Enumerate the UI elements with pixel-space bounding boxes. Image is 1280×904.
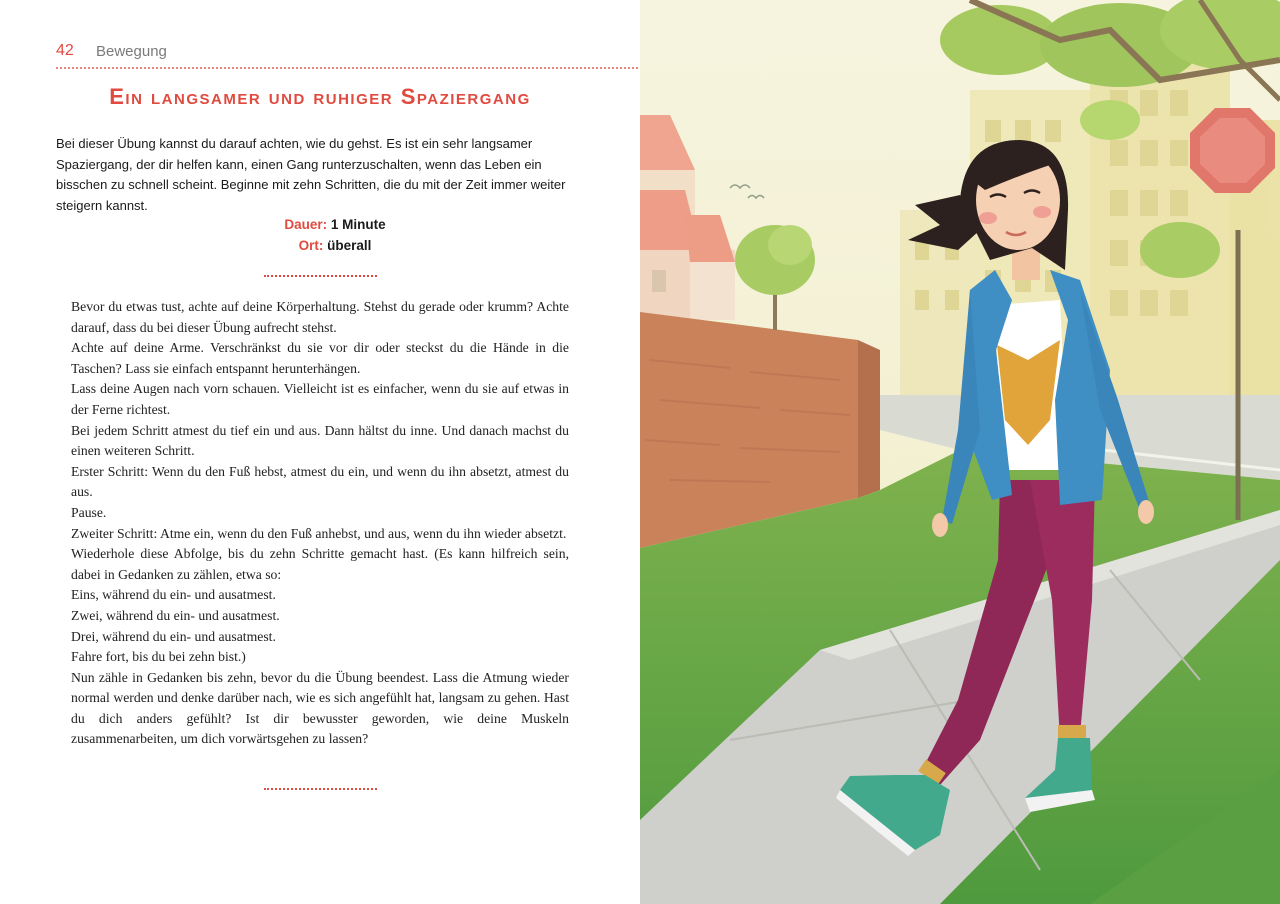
duration-value: 1 Minute [330,217,386,232]
instruction-paragraph: Lass deine Augen nach vorn schauen. Vielleicht ist es einfacher, wenn du sie auf etwas in der Ferne richtest. [71,381,569,417]
intro-text: Bei dieser Übung kannst du darauf achten, wie du gehst. Es ist ein sehr langsamer Spaziergang, der dir helfen kann, einen Gang runterzuschalten, wenn das Leben ein bisschen zu schnell scheint. Beginne mit zehn Schritten, die du mit der Zeit immer weiter steigern kannst. [56,136,566,213]
instruction-paragraph: Fahre fort, bis du bei zehn bist.) [71,649,246,665]
exercise-instructions [71,297,569,750]
section-name: Bewegung [96,43,167,60]
page-number: 42 [56,42,74,59]
place-line [56,236,614,257]
stop-sign [1190,108,1275,193]
illustration-page [640,0,1280,904]
running-head [56,40,638,70]
instruction-paragraph: Nun zähle in Gedanken bis zehn, bevor du die Übung beendest. Lass die Atmung wieder normal werden und denke darüber nach, wie es sich angefühlt hat, langsam zu gehen. Hast du dich anders gefühlt? Ist dir bewusster geworden, wie deine Muskeln zusammenarbeiten, um dich vorwärtsgehen zu lassen? [71,669,569,747]
instruction-paragraph: Pause. [71,504,107,520]
instruction-paragraph: Wiederhole diese Abfolge, bis du zehn Schritte gemacht hast. (Es kann hilfreich sein, dabei in Gedanken zu zählen, etwa so: [71,546,569,582]
instruction-paragraph: Erster Schritt: Wenn du den Fuß hebst, atmest du ein, und wenn du ihn absetzt, atmest du aus. [71,463,569,500]
instruction-paragraph: Achte auf deine Arme. Verschränkst du sie vor dir oder steckst du die Hände in die Taschen? Lass sie einfach entspannt herunterhängen. [71,340,569,376]
instruction-paragraph: Eins, während du ein- und ausatmest. [71,587,276,603]
instruction-paragraph: Bevor du etwas tust, achte auf deine Körperhaltung. Stehst du gerade oder krumm? Achte darauf, dass du bei dieser Übung aufrecht stehst. [71,299,569,335]
exercise-title: Ein langsamer und ruhiger Spaziergang [109,84,531,109]
bottom-dotted-divider [264,788,377,790]
header-dotted-rule [56,67,638,69]
instruction-paragraph: Zwei, während du ein- und ausatmest. [71,607,280,623]
instruction-paragraph: Drei, während du ein- und ausatmest. [71,628,276,644]
place-label: Ort: [298,237,324,253]
place-value: überall [327,237,372,253]
duration-label: Dauer: [284,217,328,232]
instruction-paragraph: Bei jedem Schritt atmest du tief ein und aus. Dann hältst du inne. Und danach machst du einen weiteren Schritt. [71,422,569,459]
duration-line [56,215,614,236]
girl-walking-illustration [640,0,1280,904]
instruction-paragraph: Zweiter Schritt: Atme ein, wenn du den Fuß anhebst, und aus, wenn du ihn wieder absetzt. [71,525,567,541]
exercise-meta [56,215,614,256]
top-dotted-divider [264,275,377,277]
